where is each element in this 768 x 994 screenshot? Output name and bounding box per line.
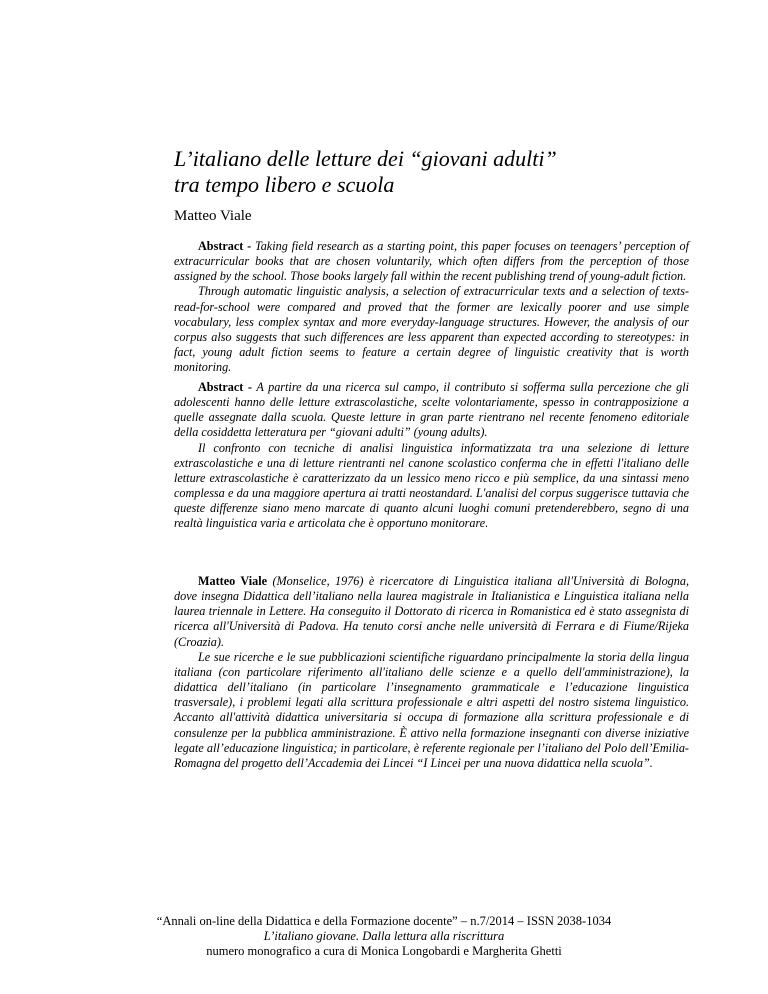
abstract-en-paragraph-1: [174, 239, 689, 284]
abstract-en-paragraph-2: [174, 284, 689, 375]
bio-paragraph-1: [174, 574, 689, 650]
footer-issue-title: L’italiano giovane. Dalla lettura alla riscrittura: [263, 929, 505, 944]
title-line-1: L’italiano delle letture dei “giovani adulti”: [174, 146, 557, 171]
footer-journal-line: “Annali on-line della Didattica e della Formazione docente” – n.7/2014 – ISSN 2038-1034: [156, 914, 612, 928]
author-biography: [174, 574, 689, 771]
abstract-italian: [174, 380, 689, 532]
title-line-2: tra tempo libero e scuola: [174, 172, 395, 197]
author-name: Matteo Viale: [174, 208, 252, 224]
abstract-it-text-2: Il confronto con tecniche di analisi linguistica informatizzata tra una selezione di letture extrascolastiche e una di letture rientranti nel canone scolastico conferma che in effetti l'italiano delle letture extrascolastiche è caratterizzato da un lessico meno ricco e più semplice, da una sintassi meno complessa e da una maggiore apertura ai tratti neostandard. L'analisi del corpus suggerisce tuttavia che queste differenze siano meno marcate di quanto alcuni luoghi comuni pretenderebbero, segno di una realtà linguistica varia e articolata che è opportuno monitorare.: [174, 440, 689, 531]
bio-author-name: Matteo Viale: [198, 574, 268, 588]
abstract-english: [174, 239, 689, 375]
bio-paragraph-2: [174, 650, 689, 771]
bio-text-2: Le sue ricerche e le sue pubblicazioni scientifiche riguardano principalmente la storia della lingua italiana (con particolare riferimento all'italiano delle scienze e a quello dell'amministrazione), la didattica dell’italiano (in particolare l’insegnamento grammaticale e l’educazione linguistica trasversale), i problemi legati alla scrittura professionale e altri aspetti del nostro sistema linguistico. Accanto all'attività didattica universitaria si occupa di formazione alla scrittura professionale e di consulenze per la pubblica amministrazione. È attivo nella formazione insegnanti con diverse iniziative legate all’educazione linguistica; in particolare, è referente regionale per l’italiano del Polo dell’Emilia-Romagna del progetto dell’Accademia dei Lincei “I Lincei per una nuova didattica nella scuola”.: [174, 649, 689, 770]
page-title: [174, 146, 734, 198]
abstract-it-paragraph-2: [174, 441, 689, 532]
abstract-it-paragraph-1: [174, 380, 689, 441]
abstract-it-text-1: A partire da una ricerca sul campo, il contributo si sofferma sulla percezione che gli adolescenti hanno delle letture extrascolastiche, scelte volontariamente, spesso in contrapposizione a quelle assegnate dalla scuola. Queste letture in gran parte rientrano nel recente fenomeno editoriale della cosiddetta letteratura per “giovani adulti” (young adults).: [174, 380, 689, 440]
abstract-en-label: Abstract -: [198, 239, 252, 253]
bio-text-1: (Monselice, 1976) è ricercatore di Linguistica italiana all'Università di Bologna, dove insegna Didattica dell’italiano nella laurea magistrale in Italianistica e Linguistica italiana nella laurea triennale in Lettere. Ha conseguito il Dottorato di ricerca in Romanistica ed è stato assegnista di ricerca all'Università di Padova. Ha tenuto corsi anche nelle università di Ferrara e di Fiume/Rijeka (Croazia).: [174, 574, 690, 649]
footer-editors: numero monografico a cura di Monica Longobardi e Margherita Ghetti: [206, 944, 562, 959]
abstract-en-text-1: Taking field research as a starting point, this paper focuses on teenagers’ perception of extracurricular books that are chosen voluntarily, which often differs from the perception of those assigned by the school. Those books largely fall within the recent publishing trend of young-adult fiction.: [174, 239, 690, 284]
abstract-it-label: Abstract -: [198, 380, 252, 394]
journal-footer: [150, 914, 618, 960]
abstract-en-text-2: Through automatic linguistic analysis, a selection of extracurricular texts and a selection of texts-read-for-school were compared and proved that the former are lexically poorer and use simple vocabulary, less complex syntax and more everyday-language structures. However, the analysis of our corpus also suggests that such differences are less apparent than expected according to stereotypes: in fact, young adult fiction seems to feature a certain degree of linguistic creativity that is worth monitoring.: [174, 284, 689, 375]
